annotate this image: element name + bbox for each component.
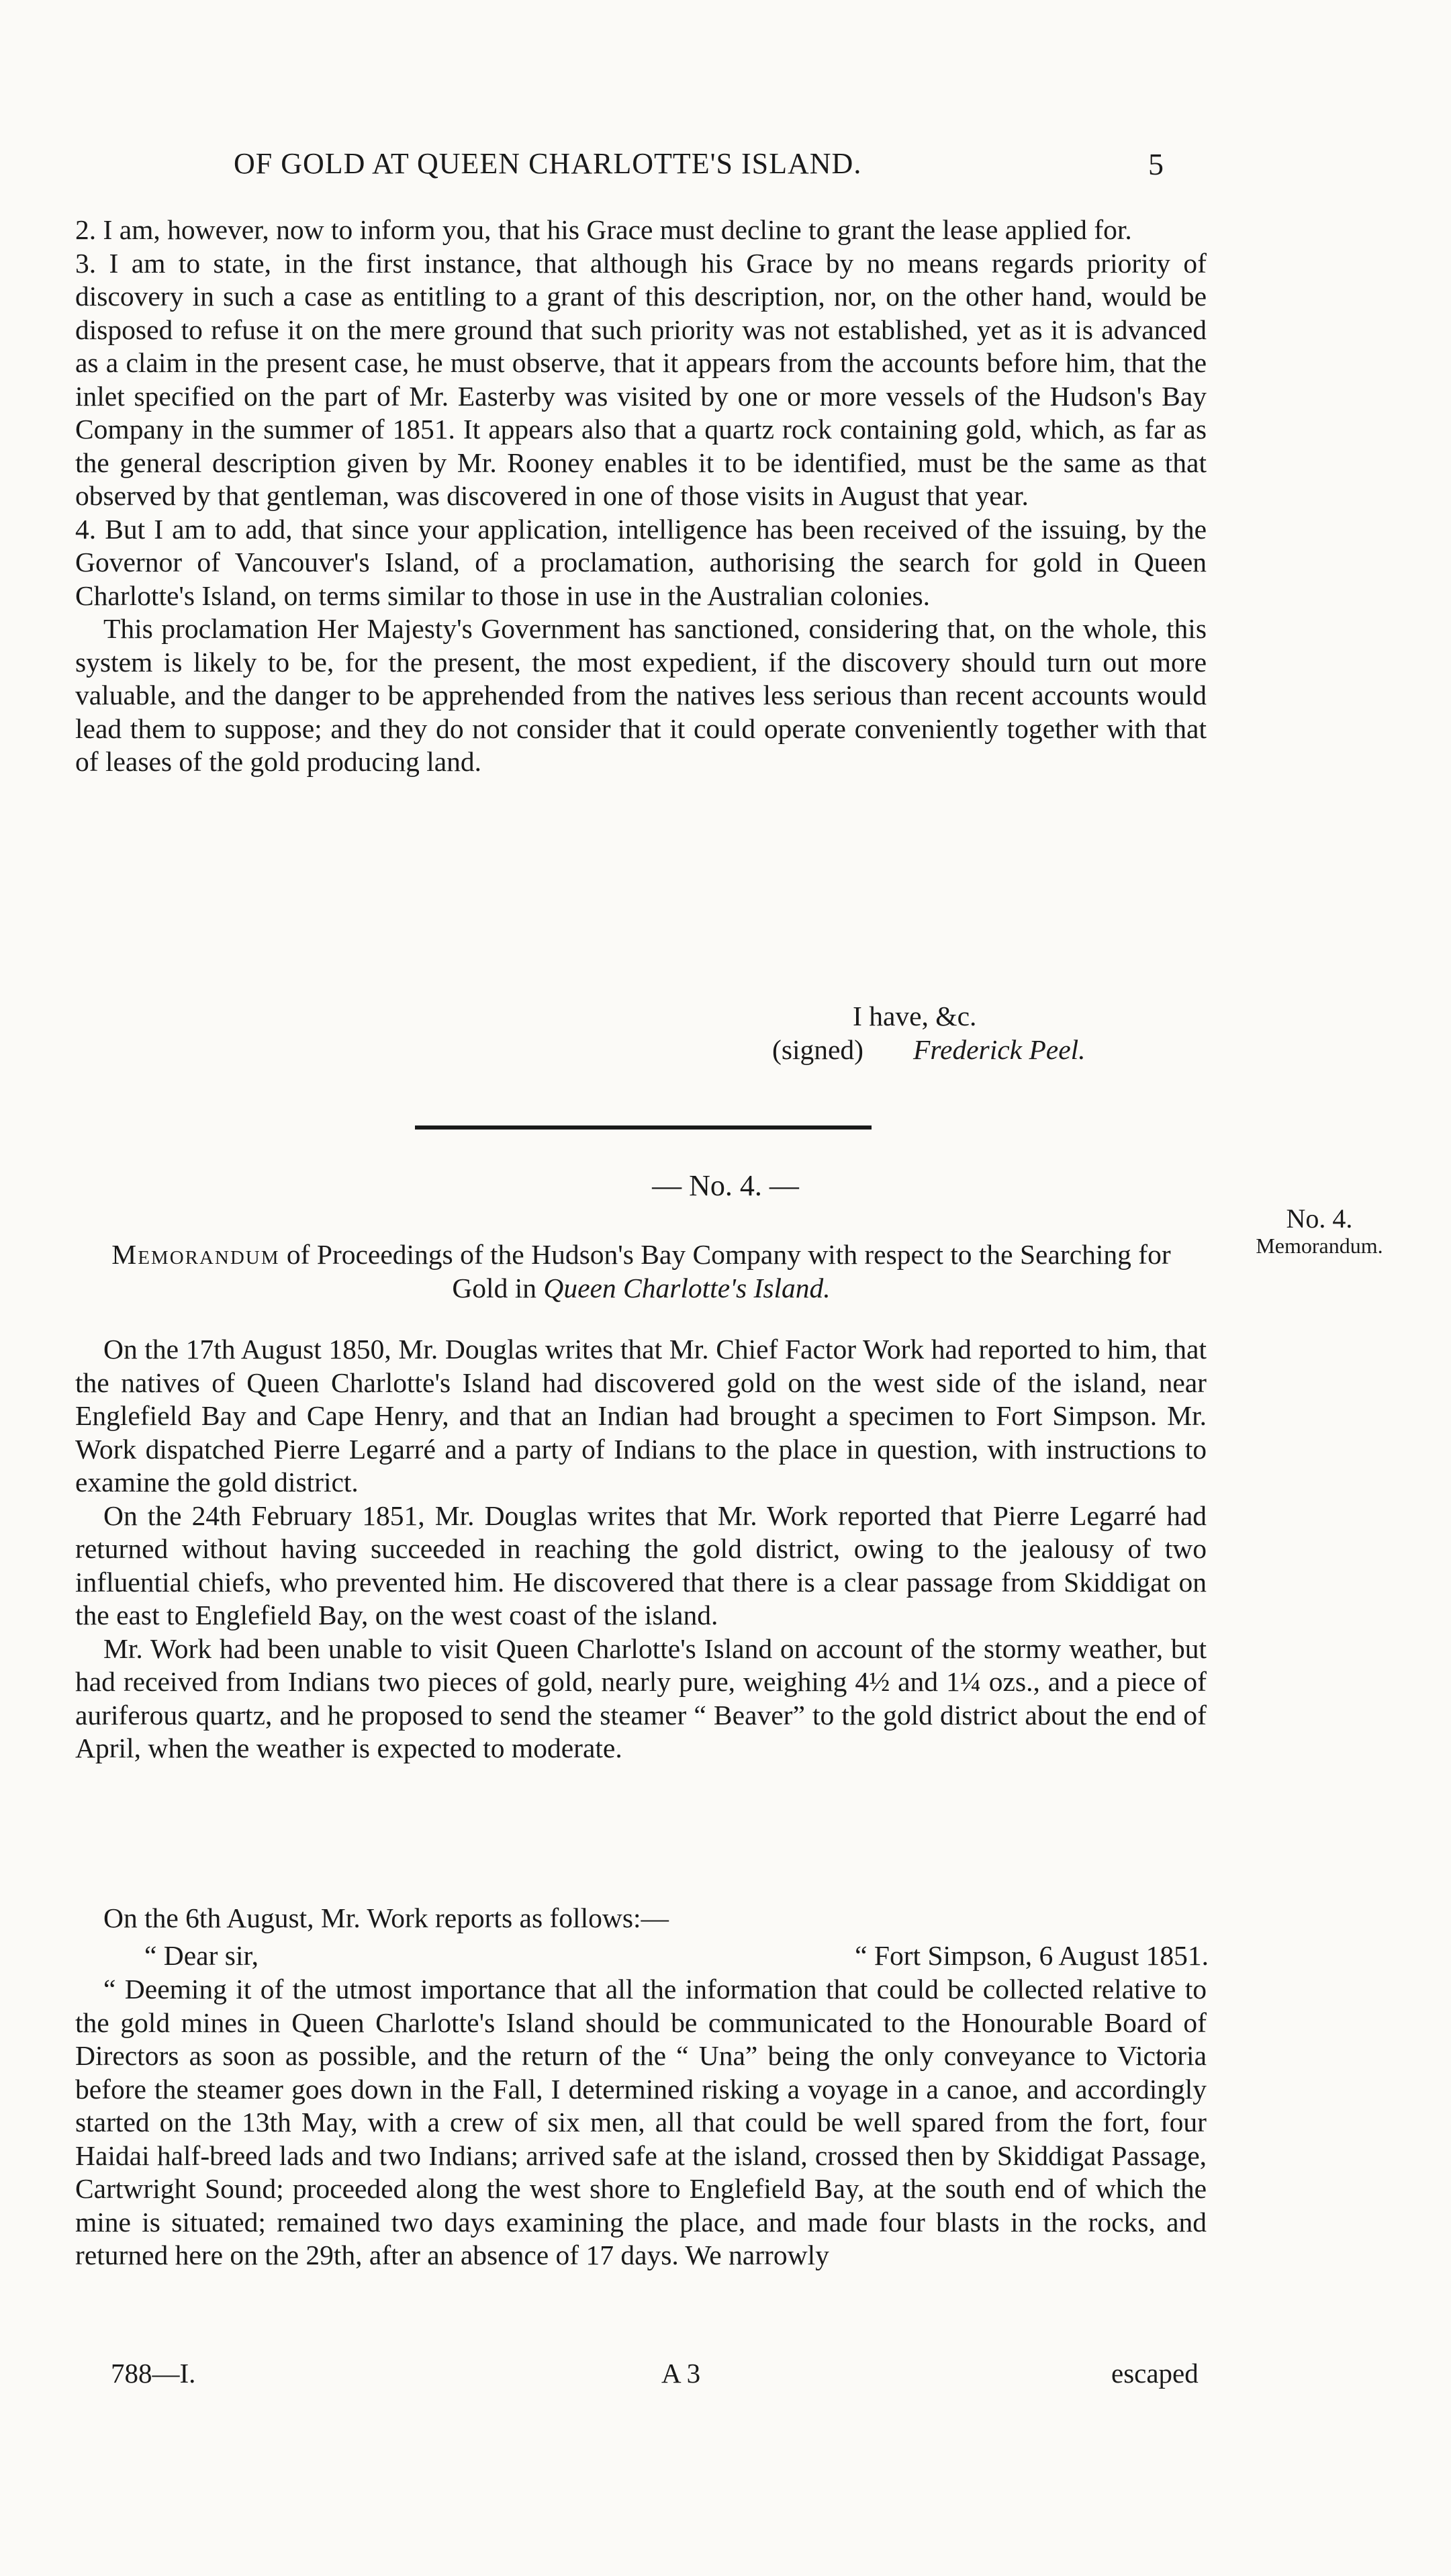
margin-note-number: No. 4. — [1286, 1203, 1353, 1234]
paragraph-august-1850: On the 17th August 1850, Mr. Douglas writes that Mr. Chief Factor Work had reported to him, that the natives of Queen Charlotte's Island had discovered gold on the west side of the island, near Englefield Bay and Cape Henry, and that an Indian had brought a specimen to Fort Simpson. Mr. Work dispatched Pierre Legarré and a party of Indians to the place in question, with instructions to examine the gold district. — [75, 1334, 1207, 1498]
memorandum-heading — [87, 1238, 1195, 1305]
closing-greeting: I have, &c. — [853, 1001, 977, 1031]
running-title: OF GOLD AT QUEEN CHARLOTTE'S ISLAND. — [234, 147, 862, 180]
paragraph-4: 4. But I am to add, that since your application, intelligence has been received of the issuing, by the Governor of Vancouver's Island, of a proclamation, authorising the search for gold in Queen Charlotte's Island, on terms similar to those in use in the Australian colonies. — [75, 513, 1207, 611]
page-number: 5 — [1148, 147, 1164, 181]
margin-note-label: Memorandum. — [1256, 1234, 1383, 1258]
margin-note — [1235, 1205, 1403, 1259]
signer-name: Frederick Peel. — [913, 1034, 1086, 1065]
paragraph-2: 2. I am, however, now to inform you, that his Grace must decline to grant the lease applied for. — [75, 214, 1132, 245]
memorandum-lead: Memorandum — [111, 1239, 280, 1270]
document-number: — No. 4. — — [652, 1169, 799, 1202]
running-header — [0, 146, 1451, 187]
section-divider-rule — [415, 1125, 872, 1130]
paragraph-report-intro: On the 6th August, Mr. Work reports as follows:— — [103, 1902, 669, 1933]
letter-salutation: “ Dear sir, — [144, 1940, 259, 1971]
memorandum-title: of Proceedings of the Hudson's Bay Company with respect to the Searching for Gold in — [279, 1239, 1171, 1303]
report-intro — [75, 1902, 1207, 1935]
paragraph-work-unable: Mr. Work had been unable to visit Queen Charlotte's Island on account of the stormy weather, but had received from Indians two pieces of gold, nearly pure, weighing 4½ and 1¼ ozs., and a piece of auriferous quartz, and he proposed to send the steamer “ Beaver” to the gold district about the end of April, when the weather is expected to moderate. — [75, 1632, 1207, 1763]
catchword: escaped — [1111, 2358, 1199, 2389]
signature-line — [772, 1033, 1242, 1066]
signed-label: (signed) — [772, 1034, 863, 1065]
letter-heading — [144, 1939, 1209, 1974]
letter-signoff — [772, 999, 1242, 1066]
paragraph-quoted-letter: “ Deeming it of the utmost importance that all the information that could be collected relative to the gold mines in Queen Charlotte's Island should be communicated to the Honourable Board of Directors as soon as possible, and the return of the “ Una” being the only conveyance to Victoria before the steamer goes down in the Fall, I determined risking a voyage in a canoe, and accordingly started on the 13th May, with a crew of six men, all that could be well spared from the fort, four Haidai half-breed lads and two Indians; arrived safe at the island, crossed then by Skiddigat Passage, Cartwright Sound; proceeded along the west shore to Englefield Bay, at the south end of which the mine is situated; remained two days examining the place, and made four blasts in the rocks, and returned here on the 29th, after an absence of 17 days. We narrowly — [75, 1974, 1207, 2270]
paragraph-3: 3. I am to state, in the first instance, that although his Grace by no means regards priority of discovery in such a case as entitling to a grant of this description, nor, on the other hand, would be disposed to refuse it on the mere ground that such priority was not established, yet as it is advanced as a claim in the present case, he must observe, that it appears from the accounts before him, that the inlet specified on the part of Mr. Easterby was visited by one or more vessels of the Hudson's Bay Company in the summer of 1851. It appears also that a quartz rock containing gold, which, as far as the general description given by Mr. Rooney enables it to be identified, must be the same as that observed by that gentleman, was discovered in one of those visits in August that year. — [75, 247, 1207, 511]
quoted-letter — [75, 1973, 1207, 2272]
letter-place-date: “ Fort Simpson, 6 August 1851. — [855, 1940, 1209, 1971]
memorandum-place: Queen Charlotte's Island. — [543, 1273, 831, 1303]
paragraph-february-1851: On the 24th February 1851, Mr. Douglas writes that Mr. Work reported that Pierre Legarré had returned without having succeeded in reaching the gold district, owing to the jealousy of two influential chiefs, who prevented him. He discovered that there is a clear passage from Skiddigat on the east to Englefield Bay, on the west coast of the island. — [75, 1500, 1207, 1630]
letter-body-continued — [75, 214, 1207, 779]
paragraph-proclamation: This proclamation Her Majesty's Government has sanctioned, considering that, on the whole, this system is likely to be, for the present, the most expedient, if the discovery should turn out more valuable, and the danger to be apprehended from the natives less serious than recent accounts would lead them to suppose; and they do not consider that it could operate conveniently together with that of leases of the gold producing land. — [75, 613, 1207, 777]
memorandum-body — [75, 1333, 1207, 1765]
footer-signature-mark: 788—I. — [111, 2358, 196, 2389]
footer-gathering-mark: A 3 — [661, 2358, 701, 2389]
